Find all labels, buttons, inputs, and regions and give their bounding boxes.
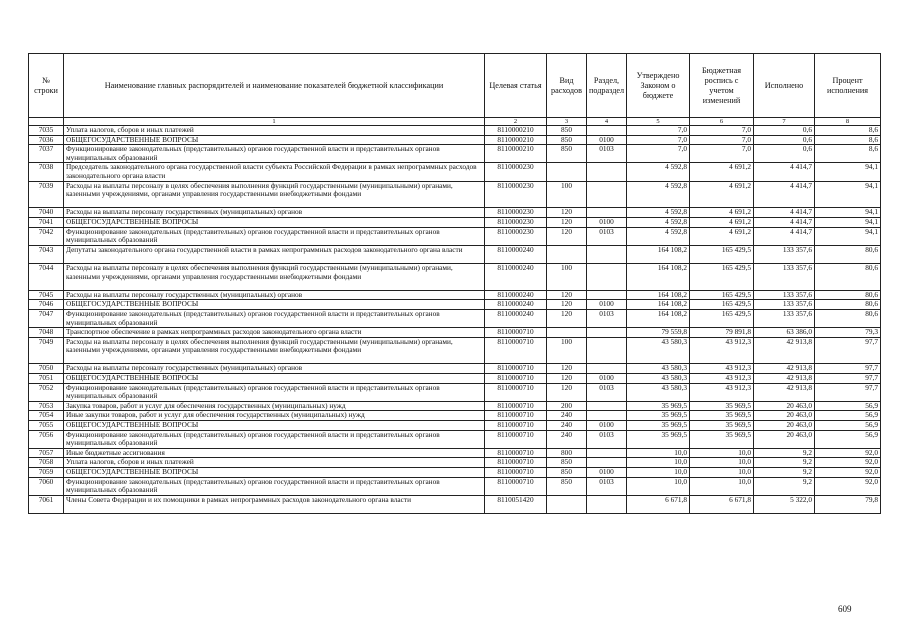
row-type: 100 bbox=[547, 181, 587, 208]
row-name: Закупка товаров, работ и услуг для обеспечения государственных (муниципальных) нужд bbox=[64, 401, 485, 411]
table-row bbox=[29, 208, 881, 218]
row-schedule: 10,0 bbox=[690, 477, 754, 495]
row-name: Расходы на выплаты персоналу государственных (муниципальных) органов bbox=[64, 364, 485, 374]
row-type bbox=[547, 495, 587, 513]
row-section: 0103 bbox=[587, 430, 627, 448]
row-target: 8110000230 bbox=[485, 208, 547, 218]
row-type: 850 bbox=[547, 126, 587, 136]
row-target: 8110000710 bbox=[485, 477, 547, 495]
row-percent: 8,6 bbox=[815, 145, 881, 163]
row-schedule: 43 912,3 bbox=[690, 374, 754, 384]
row-executed: 42 913,8 bbox=[754, 374, 815, 384]
row-type: 120 bbox=[547, 309, 587, 327]
row-schedule: 4 691,2 bbox=[690, 217, 754, 227]
row-name: ОБЩЕГОСУДАРСТВЕННЫЕ ВОПРОСЫ bbox=[64, 468, 485, 478]
table-row bbox=[29, 411, 881, 421]
table-row bbox=[29, 309, 881, 327]
row-percent: 94,1 bbox=[815, 163, 881, 181]
row-schedule: 43 912,3 bbox=[690, 383, 754, 401]
colnum-1: 1 bbox=[64, 118, 485, 126]
row-schedule: 35 969,5 bbox=[690, 401, 754, 411]
row-name: ОБЩЕГОСУДАРСТВЕННЫЕ ВОПРОСЫ bbox=[64, 374, 485, 384]
header-executed: Исполнено bbox=[754, 54, 815, 118]
row-target: 8110000710 bbox=[485, 448, 547, 458]
row-percent: 80,6 bbox=[815, 290, 881, 300]
table-row bbox=[29, 217, 881, 227]
row-name: Расходы на выплаты персоналу в целях обеспечения выполнения функций государственными (муниципальными) органами, казенными учреждениями, органами управления государственными внебюджетными фондами bbox=[64, 337, 485, 364]
row-executed: 133 357,6 bbox=[754, 290, 815, 300]
row-schedule: 4 691,2 bbox=[690, 208, 754, 218]
row-percent: 56,9 bbox=[815, 430, 881, 448]
row-target: 8110000230 bbox=[485, 163, 547, 181]
row-approved: 4 592,8 bbox=[627, 227, 690, 245]
row-executed: 20 463,0 bbox=[754, 421, 815, 431]
row-executed: 0,6 bbox=[754, 126, 815, 136]
row-section: 0100 bbox=[587, 300, 627, 310]
table-row bbox=[29, 364, 881, 374]
row-approved: 6 671,8 bbox=[627, 495, 690, 513]
row-percent: 92,0 bbox=[815, 477, 881, 495]
row-number: 7057 bbox=[29, 448, 64, 458]
row-approved: 4 592,8 bbox=[627, 217, 690, 227]
row-approved: 4 592,8 bbox=[627, 208, 690, 218]
row-name: Функционирование законодательных (представительных) органов государственной власти и представительных органов муниципальных образований bbox=[64, 383, 485, 401]
row-executed: 4 414,7 bbox=[754, 217, 815, 227]
row-number: 7039 bbox=[29, 181, 64, 208]
header-type: Вид расходов bbox=[547, 54, 587, 118]
row-schedule: 35 969,5 bbox=[690, 421, 754, 431]
row-target: 8110000710 bbox=[485, 364, 547, 374]
row-schedule: 165 429,5 bbox=[690, 290, 754, 300]
row-name: Расходы на выплаты персоналу государственных (муниципальных) органов bbox=[64, 208, 485, 218]
header-row-no: № строки bbox=[29, 54, 64, 118]
table-row bbox=[29, 383, 881, 401]
row-section: 0100 bbox=[587, 421, 627, 431]
row-schedule: 79 891,8 bbox=[690, 328, 754, 338]
row-schedule: 43 912,3 bbox=[690, 364, 754, 374]
row-type: 850 bbox=[547, 468, 587, 478]
row-percent: 80,6 bbox=[815, 309, 881, 327]
table-body bbox=[29, 126, 881, 514]
row-section bbox=[587, 245, 627, 263]
row-number: 7044 bbox=[29, 263, 64, 290]
row-target: 8110000210 bbox=[485, 145, 547, 163]
table-row bbox=[29, 421, 881, 431]
row-target: 8110000210 bbox=[485, 135, 547, 145]
row-section bbox=[587, 290, 627, 300]
row-type: 120 bbox=[547, 217, 587, 227]
row-schedule: 10,0 bbox=[690, 448, 754, 458]
table-row bbox=[29, 126, 881, 136]
table-row bbox=[29, 263, 881, 290]
row-percent: 92,0 bbox=[815, 468, 881, 478]
colnum-0 bbox=[29, 118, 64, 126]
row-approved: 79 559,8 bbox=[627, 328, 690, 338]
colnum-8: 8 bbox=[815, 118, 881, 126]
row-schedule: 7,0 bbox=[690, 135, 754, 145]
row-target: 8110000710 bbox=[485, 374, 547, 384]
row-approved: 10,0 bbox=[627, 448, 690, 458]
row-number: 7049 bbox=[29, 337, 64, 364]
row-percent: 97,7 bbox=[815, 337, 881, 364]
row-number: 7060 bbox=[29, 477, 64, 495]
row-type: 120 bbox=[547, 300, 587, 310]
row-type: 800 bbox=[547, 448, 587, 458]
row-approved: 7,0 bbox=[627, 126, 690, 136]
table-row bbox=[29, 328, 881, 338]
row-number: 7042 bbox=[29, 227, 64, 245]
row-approved: 164 108,2 bbox=[627, 245, 690, 263]
row-type: 850 bbox=[547, 458, 587, 468]
row-section: 0100 bbox=[587, 374, 627, 384]
row-type bbox=[547, 328, 587, 338]
row-schedule: 7,0 bbox=[690, 145, 754, 163]
row-section bbox=[587, 208, 627, 218]
row-type: 850 bbox=[547, 477, 587, 495]
row-target: 8110000710 bbox=[485, 458, 547, 468]
row-type: 100 bbox=[547, 263, 587, 290]
row-percent: 94,1 bbox=[815, 208, 881, 218]
table-row bbox=[29, 145, 881, 163]
row-name: Уплата налогов, сборов и иных платежей bbox=[64, 458, 485, 468]
table-row bbox=[29, 245, 881, 263]
row-percent: 56,9 bbox=[815, 421, 881, 431]
header-row bbox=[29, 54, 881, 118]
row-section: 0100 bbox=[587, 468, 627, 478]
row-executed: 20 463,0 bbox=[754, 411, 815, 421]
row-type: 120 bbox=[547, 290, 587, 300]
row-schedule: 6 671,8 bbox=[690, 495, 754, 513]
row-name: Расходы на выплаты персоналу государственных (муниципальных) органов bbox=[64, 290, 485, 300]
row-approved: 164 108,2 bbox=[627, 263, 690, 290]
header-approved: Утверждено Законом о бюджете bbox=[627, 54, 690, 118]
row-number: 7050 bbox=[29, 364, 64, 374]
row-number: 7047 bbox=[29, 309, 64, 327]
row-name: Транспортное обеспечение в рамках непрограммных расходов законодательного органа власти bbox=[64, 328, 485, 338]
row-name: ОБЩЕГОСУДАРСТВЕННЫЕ ВОПРОСЫ bbox=[64, 300, 485, 310]
table-row bbox=[29, 374, 881, 384]
row-name: Иные закупки товаров, работ и услуг для обеспечения государственных (муниципальных) нужд bbox=[64, 411, 485, 421]
row-name: Функционирование законодательных (представительных) органов государственной власти и представительных органов муниципальных образований bbox=[64, 309, 485, 327]
table-header bbox=[29, 54, 881, 126]
row-section bbox=[587, 364, 627, 374]
row-percent: 79,8 bbox=[815, 495, 881, 513]
colnum-4: 4 bbox=[587, 118, 627, 126]
row-approved: 35 969,5 bbox=[627, 421, 690, 431]
row-section: 0103 bbox=[587, 383, 627, 401]
row-number: 7051 bbox=[29, 374, 64, 384]
row-executed: 133 357,6 bbox=[754, 300, 815, 310]
row-approved: 43 580,3 bbox=[627, 383, 690, 401]
row-executed: 5 322,0 bbox=[754, 495, 815, 513]
row-executed: 0,6 bbox=[754, 145, 815, 163]
table-row bbox=[29, 300, 881, 310]
row-name: Функционирование законодательных (представительных) органов государственной власти и представительных органов муниципальных образований bbox=[64, 430, 485, 448]
row-target: 8110000210 bbox=[485, 126, 547, 136]
row-approved: 43 580,3 bbox=[627, 337, 690, 364]
row-name: Иные бюджетные ассигнования bbox=[64, 448, 485, 458]
row-percent: 97,7 bbox=[815, 374, 881, 384]
colnum-3: 3 bbox=[547, 118, 587, 126]
row-target: 8110000240 bbox=[485, 309, 547, 327]
row-percent: 94,1 bbox=[815, 227, 881, 245]
budget-table bbox=[28, 53, 881, 514]
header-schedule: Бюджетная роспись с учетом изменений bbox=[690, 54, 754, 118]
row-number: 7059 bbox=[29, 468, 64, 478]
row-approved: 35 969,5 bbox=[627, 401, 690, 411]
table-row bbox=[29, 448, 881, 458]
row-name: ОБЩЕГОСУДАРСТВЕННЫЕ ВОПРОСЫ bbox=[64, 217, 485, 227]
row-schedule: 165 429,5 bbox=[690, 300, 754, 310]
row-percent: 97,7 bbox=[815, 383, 881, 401]
row-type: 850 bbox=[547, 135, 587, 145]
colnum-5: 5 bbox=[627, 118, 690, 126]
colnum-7: 7 bbox=[754, 118, 815, 126]
header-percent: Процент исполнения bbox=[815, 54, 881, 118]
row-number: 7035 bbox=[29, 126, 64, 136]
row-target: 8110000240 bbox=[485, 245, 547, 263]
row-type: 120 bbox=[547, 374, 587, 384]
header-target: Целевая статья bbox=[485, 54, 547, 118]
row-approved: 4 592,8 bbox=[627, 163, 690, 181]
row-executed: 133 357,6 bbox=[754, 245, 815, 263]
row-schedule: 165 429,5 bbox=[690, 245, 754, 263]
row-type: 240 bbox=[547, 411, 587, 421]
row-number: 7054 bbox=[29, 411, 64, 421]
row-target: 8110000710 bbox=[485, 401, 547, 411]
row-section: 0103 bbox=[587, 145, 627, 163]
row-executed: 9,2 bbox=[754, 477, 815, 495]
row-type: 850 bbox=[547, 145, 587, 163]
row-section: 0100 bbox=[587, 217, 627, 227]
row-approved: 164 108,2 bbox=[627, 290, 690, 300]
row-section: 0100 bbox=[587, 135, 627, 145]
row-section bbox=[587, 263, 627, 290]
row-schedule: 165 429,5 bbox=[690, 263, 754, 290]
row-executed: 20 463,0 bbox=[754, 401, 815, 411]
row-name: Расходы на выплаты персоналу в целях обеспечения выполнения функций государственными (муниципальными) органами, казенными учреждениями, органами управления государственными внебюджетными фондами bbox=[64, 263, 485, 290]
row-percent: 8,6 bbox=[815, 135, 881, 145]
row-executed: 133 357,6 bbox=[754, 263, 815, 290]
table-row bbox=[29, 430, 881, 448]
row-target: 8110000710 bbox=[485, 411, 547, 421]
row-section bbox=[587, 126, 627, 136]
page-number: 609 bbox=[838, 604, 852, 614]
row-executed: 4 414,7 bbox=[754, 163, 815, 181]
row-approved: 7,0 bbox=[627, 135, 690, 145]
row-approved: 35 969,5 bbox=[627, 430, 690, 448]
row-schedule: 10,0 bbox=[690, 458, 754, 468]
row-target: 8110000240 bbox=[485, 290, 547, 300]
row-section bbox=[587, 401, 627, 411]
row-percent: 92,0 bbox=[815, 448, 881, 458]
row-name: Расходы на выплаты персоналу в целях обеспечения выполнения функций государственными (муниципальными) органами, казенными учреждениями, органами управления государственными внебюджетными фондами bbox=[64, 181, 485, 208]
table-row bbox=[29, 163, 881, 181]
row-number: 7056 bbox=[29, 430, 64, 448]
table-row bbox=[29, 181, 881, 208]
row-number: 7058 bbox=[29, 458, 64, 468]
row-schedule: 10,0 bbox=[690, 468, 754, 478]
row-percent: 80,6 bbox=[815, 263, 881, 290]
table-row bbox=[29, 401, 881, 411]
row-executed: 9,2 bbox=[754, 468, 815, 478]
row-name: Уплата налогов, сборов и иных платежей bbox=[64, 126, 485, 136]
row-target: 8110000710 bbox=[485, 430, 547, 448]
row-number: 7040 bbox=[29, 208, 64, 218]
row-number: 7053 bbox=[29, 401, 64, 411]
colnum-6: 6 bbox=[690, 118, 754, 126]
table-row bbox=[29, 135, 881, 145]
row-approved: 164 108,2 bbox=[627, 300, 690, 310]
row-schedule: 4 691,2 bbox=[690, 227, 754, 245]
row-name: Функционирование законодательных (представительных) органов государственной власти и представительных органов муниципальных образований bbox=[64, 477, 485, 495]
column-number-row bbox=[29, 118, 881, 126]
row-schedule: 35 969,5 bbox=[690, 430, 754, 448]
row-target: 8110000710 bbox=[485, 328, 547, 338]
row-executed: 4 414,7 bbox=[754, 227, 815, 245]
row-schedule: 43 912,3 bbox=[690, 337, 754, 364]
row-section: 0103 bbox=[587, 477, 627, 495]
row-type: 100 bbox=[547, 337, 587, 364]
row-percent: 80,6 bbox=[815, 300, 881, 310]
row-section bbox=[587, 495, 627, 513]
row-number: 7036 bbox=[29, 135, 64, 145]
row-target: 8110000230 bbox=[485, 227, 547, 245]
table-row bbox=[29, 468, 881, 478]
header-name: Наименование главных распорядителей и наименование показателей бюджетной классификации bbox=[64, 54, 485, 118]
row-name: Председатель законодательного органа государственной власти субъекта Российской Федерации в рамках непрограммных расходов законодательного органа власти bbox=[64, 163, 485, 181]
row-number: 7041 bbox=[29, 217, 64, 227]
row-schedule: 165 429,5 bbox=[690, 309, 754, 327]
row-target: 8110000230 bbox=[485, 217, 547, 227]
row-number: 7061 bbox=[29, 495, 64, 513]
row-name: Функционирование законодательных (представительных) органов государственной власти и представительных органов муниципальных образований bbox=[64, 227, 485, 245]
colnum-2: 2 bbox=[485, 118, 547, 126]
row-number: 7045 bbox=[29, 290, 64, 300]
row-approved: 43 580,3 bbox=[627, 364, 690, 374]
row-name: Функционирование законодательных (представительных) органов государственной власти и представительных органов муниципальных образований bbox=[64, 145, 485, 163]
row-section bbox=[587, 337, 627, 364]
row-number: 7048 bbox=[29, 328, 64, 338]
row-name: ОБЩЕГОСУДАРСТВЕННЫЕ ВОПРОСЫ bbox=[64, 421, 485, 431]
row-target: 8110000230 bbox=[485, 181, 547, 208]
row-approved: 10,0 bbox=[627, 477, 690, 495]
row-percent: 80,6 bbox=[815, 245, 881, 263]
row-type bbox=[547, 245, 587, 263]
row-percent: 79,3 bbox=[815, 328, 881, 338]
row-number: 7043 bbox=[29, 245, 64, 263]
row-type: 120 bbox=[547, 383, 587, 401]
row-section bbox=[587, 448, 627, 458]
row-target: 8110000710 bbox=[485, 383, 547, 401]
row-target: 8110051420 bbox=[485, 495, 547, 513]
row-executed: 0,6 bbox=[754, 135, 815, 145]
row-section bbox=[587, 328, 627, 338]
row-type: 120 bbox=[547, 227, 587, 245]
row-section bbox=[587, 458, 627, 468]
row-executed: 133 357,6 bbox=[754, 309, 815, 327]
row-executed: 42 913,8 bbox=[754, 364, 815, 374]
row-percent: 97,7 bbox=[815, 364, 881, 374]
row-approved: 43 580,3 bbox=[627, 374, 690, 384]
row-target: 8110000710 bbox=[485, 421, 547, 431]
table-row bbox=[29, 458, 881, 468]
row-section: 0103 bbox=[587, 227, 627, 245]
row-type: 240 bbox=[547, 421, 587, 431]
row-section bbox=[587, 163, 627, 181]
row-name: Члены Совета Федерации и их помощники в рамках непрограммных расходов законодательного органа власти bbox=[64, 495, 485, 513]
row-type: 120 bbox=[547, 364, 587, 374]
row-approved: 10,0 bbox=[627, 468, 690, 478]
row-schedule: 7,0 bbox=[690, 126, 754, 136]
row-executed: 9,2 bbox=[754, 448, 815, 458]
row-executed: 63 386,0 bbox=[754, 328, 815, 338]
row-percent: 56,9 bbox=[815, 411, 881, 421]
row-section bbox=[587, 411, 627, 421]
table-row bbox=[29, 477, 881, 495]
header-section: Раздел, подраздел bbox=[587, 54, 627, 118]
row-name: ОБЩЕГОСУДАРСТВЕННЫЕ ВОПРОСЫ bbox=[64, 135, 485, 145]
row-schedule: 4 691,2 bbox=[690, 163, 754, 181]
table-row bbox=[29, 495, 881, 513]
row-number: 7055 bbox=[29, 421, 64, 431]
row-number: 7038 bbox=[29, 163, 64, 181]
row-approved: 7,0 bbox=[627, 145, 690, 163]
row-type bbox=[547, 163, 587, 181]
row-target: 8110000710 bbox=[485, 337, 547, 364]
row-percent: 94,1 bbox=[815, 181, 881, 208]
row-name: Депутаты законодательного органа государственной власти в рамках непрограммных расходов законодательного органа власти bbox=[64, 245, 485, 263]
row-schedule: 35 969,5 bbox=[690, 411, 754, 421]
table-row bbox=[29, 290, 881, 300]
row-executed: 42 913,8 bbox=[754, 383, 815, 401]
row-percent: 94,1 bbox=[815, 217, 881, 227]
row-percent: 8,6 bbox=[815, 126, 881, 136]
table-row bbox=[29, 337, 881, 364]
row-number: 7046 bbox=[29, 300, 64, 310]
row-type: 240 bbox=[547, 430, 587, 448]
row-executed: 9,2 bbox=[754, 458, 815, 468]
row-percent: 56,9 bbox=[815, 401, 881, 411]
row-executed: 4 414,7 bbox=[754, 181, 815, 208]
row-type: 120 bbox=[547, 208, 587, 218]
row-target: 8110000240 bbox=[485, 263, 547, 290]
row-executed: 4 414,7 bbox=[754, 208, 815, 218]
row-target: 8110000240 bbox=[485, 300, 547, 310]
row-approved: 35 969,5 bbox=[627, 411, 690, 421]
row-section: 0103 bbox=[587, 309, 627, 327]
row-schedule: 4 691,2 bbox=[690, 181, 754, 208]
row-target: 8110000710 bbox=[485, 468, 547, 478]
row-section bbox=[587, 181, 627, 208]
row-type: 200 bbox=[547, 401, 587, 411]
row-approved: 164 108,2 bbox=[627, 309, 690, 327]
row-approved: 4 592,8 bbox=[627, 181, 690, 208]
row-number: 7037 bbox=[29, 145, 64, 163]
row-approved: 10,0 bbox=[627, 458, 690, 468]
row-executed: 20 463,0 bbox=[754, 430, 815, 448]
table-row bbox=[29, 227, 881, 245]
row-executed: 42 913,8 bbox=[754, 337, 815, 364]
row-percent: 92,0 bbox=[815, 458, 881, 468]
row-number: 7052 bbox=[29, 383, 64, 401]
